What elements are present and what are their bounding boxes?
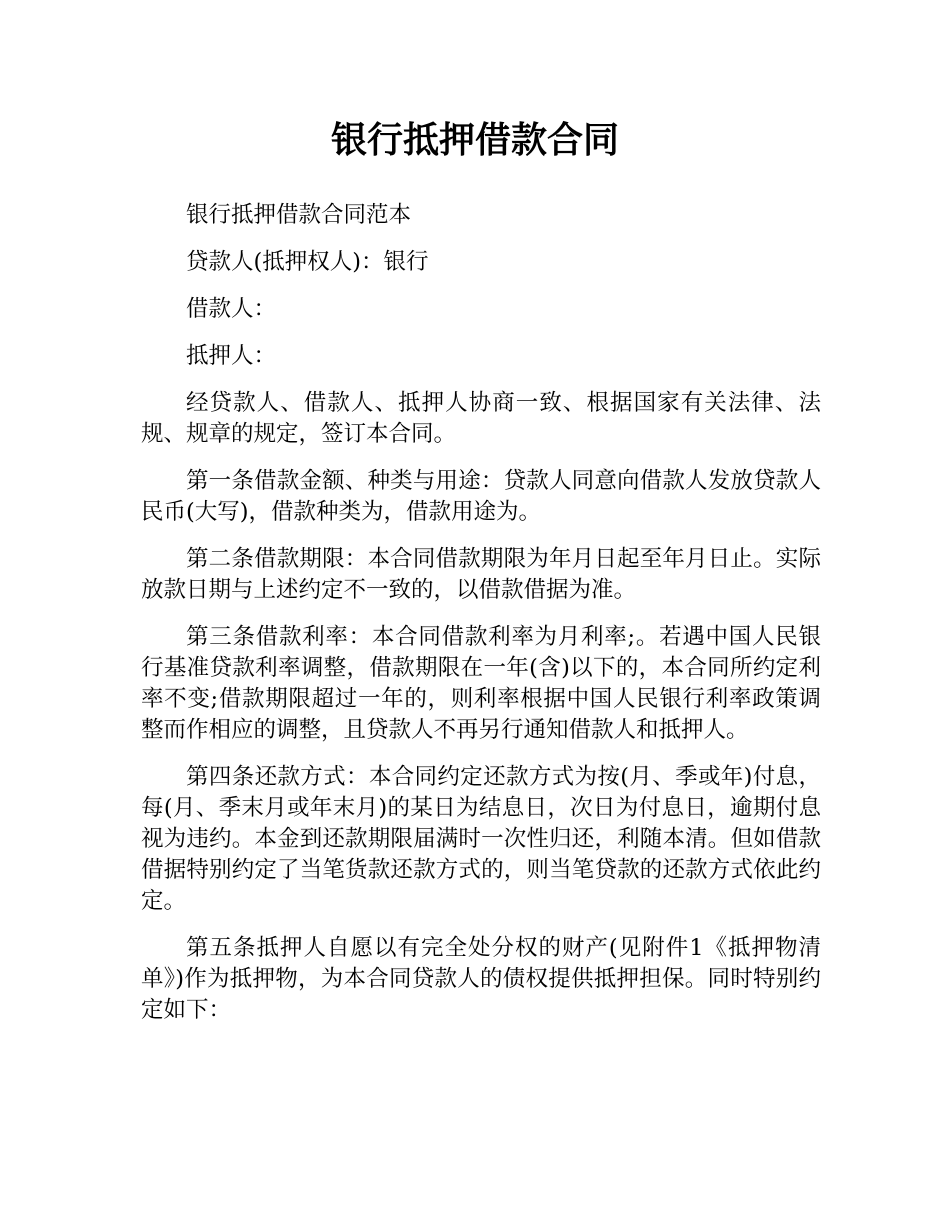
article-4-paragraph: 第四条还款方式：本合同约定还款方式为按(月、季或年)付息，每(月、季末月或年末月)的某日为结息日，次日为付息日，逾期付息视为违约。本金到还款期限届满时一次性归还，利随本清。但如借款借据特别约定了当笔货款还款方式的，则当笔贷款的还款方式依此约定。 <box>141 764 821 914</box>
borrower-line: 借款人： <box>186 296 277 322</box>
article-5-paragraph: 第五条抵押人自愿以有完全处分权的财产(见附件1《抵押物清单》)作为抵押物，为本合同贷款人的债权提供抵押担保。同时特别约定如下： <box>141 935 821 1023</box>
article-2-paragraph: 第二条借款期限：本合同借款期限为年月日起至年月日止。实际放款日期与上述约定不一致的，以借款借据为准。 <box>141 546 821 603</box>
preamble-paragraph: 经贷款人、借款人、抵押人协商一致、根据国家有关法律、法规、规章的规定，签订本合同。 <box>141 390 821 447</box>
article-1-paragraph: 第一条借款金额、种类与用途：贷款人同意向借款人发放贷款人民币(大写)，借款种类为，借款用途为。 <box>141 468 821 525</box>
document-body <box>141 200 821 1042</box>
lender-line: 贷款人(抵押权人)：银行 <box>186 249 429 275</box>
mortgagor-line: 抵押人： <box>186 343 277 369</box>
article-3-paragraph: 第三条借款利率：本合同借款利率为月利率;。若遇中国人民银行基准贷款利率调整，借款期限在一年(含)以下的，本合同所约定利率不变;借款期限超过一年的，则利率根据中国人民银行利率政策调整而作相应的调整，且贷款人不再另行通知借款人和抵押人。 <box>141 624 821 743</box>
document-title: 银行抵押借款合同 <box>330 120 619 161</box>
contract-subtitle: 银行抵押借款合同范本 <box>186 202 412 228</box>
